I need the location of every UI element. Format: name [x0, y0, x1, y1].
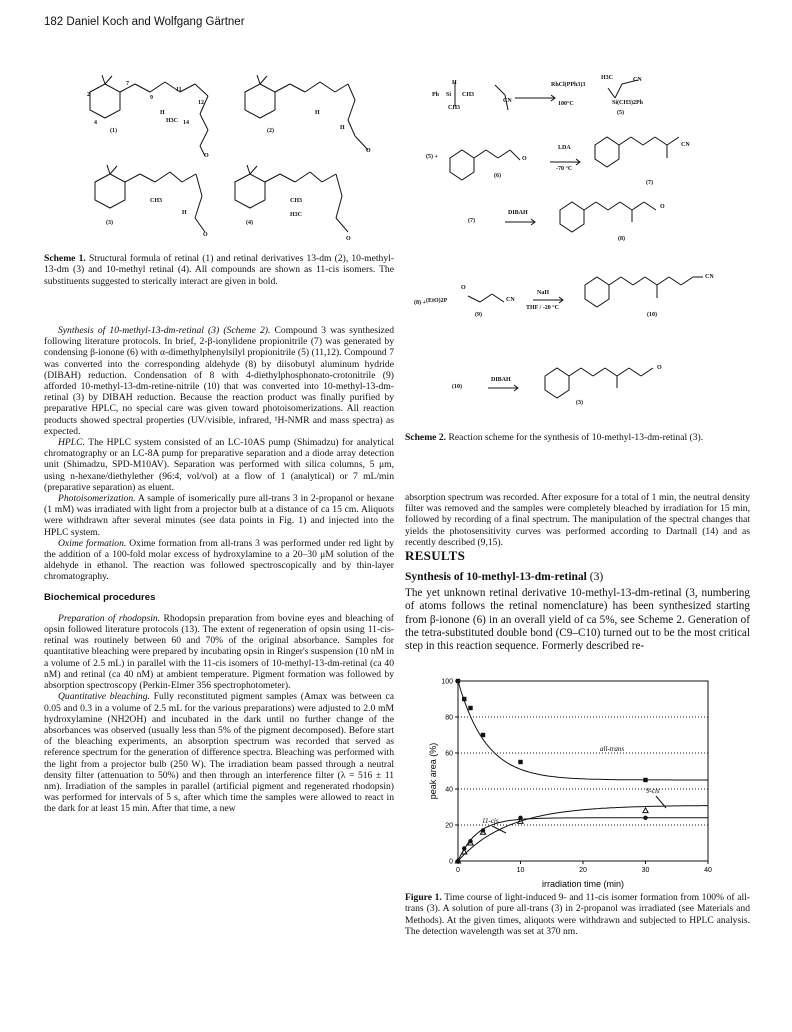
results-subheading	[405, 571, 603, 583]
sich3ph-label: Si(CH3)2Ph	[612, 100, 644, 106]
point-11-cis	[456, 859, 460, 863]
h-label-1: H	[160, 110, 165, 116]
compound-4-label: (4)	[246, 220, 253, 226]
scheme1-caption-text: Structural formula of retinal (1) and retinal derivatives 13-dm (2), 10-methyl-13-dm (3) and 10-methyl retinal (4). All compounds are shown as 11-cis isomers. The substituents suggested to sterically interact are given in bold.	[44, 253, 394, 287]
label-7-b: (7)	[468, 218, 475, 224]
reagent-dibah-2: DIBAH	[491, 377, 511, 383]
point-all-trans	[518, 760, 522, 764]
eto-label: (EtO)2P	[426, 298, 448, 304]
point-all-trans	[456, 679, 460, 683]
results-paragraph: The yet unknown retinal derivative 10-methyl-13-dm-retinal (3, numbering of atoms follows the retinal nomenclature) has been synthesized starting from β-ionone (6) in an overall yield of ca 5%, see Scheme 2. Generation of the tetra-substituted double bond (C9–C10) turned out to be the most critical step in this reaction sequence. Formerly described re-	[405, 587, 750, 653]
reagent-100c: 100°C	[558, 101, 574, 107]
figure1-caption-text: Time course of light-induced 9- and 11-cis isomer formation from 100% of all-trans (3). A solution of pure all-trans (3) in 2-propanol was irradiated (see Materials and Methods). At the given times, aliquots were withdrawn and subjected to HPLC analysis. The detection wavelength was set at 370 nm.	[405, 892, 750, 938]
o-label-3: O	[657, 365, 662, 371]
h3c-label-1: H3C	[166, 118, 178, 124]
paragraph-bleaching	[44, 691, 394, 814]
x-tick-label: 10	[516, 867, 525, 874]
si-label: Si	[446, 92, 452, 98]
x-tick-label: 0	[456, 867, 460, 874]
label-9: (9)	[475, 312, 482, 318]
o-label-6: O	[522, 156, 527, 162]
ch3-label-4: CH3	[290, 198, 302, 204]
y-tick-label: 60	[445, 750, 453, 758]
para-title: Synthesis of 10-methyl-13-dm-retinal (3) (Scheme 2).	[58, 325, 271, 336]
subheading-number: (3)	[589, 571, 604, 583]
fit-curve-all-trans	[458, 681, 708, 780]
label-10-b: (10)	[452, 384, 462, 390]
atom-num-14: 14	[183, 120, 189, 126]
atom-num-9: 9	[150, 95, 153, 101]
h-label-2b: H	[340, 125, 345, 131]
atom-num-4: 4	[94, 120, 97, 126]
figure1-caption	[405, 892, 750, 938]
compound-2-label: (2)	[267, 128, 274, 134]
plot-frame	[458, 681, 708, 861]
ph-label: Ph	[432, 92, 440, 98]
compound-3-label: (3)	[106, 220, 113, 226]
o-label-1: O	[204, 153, 209, 159]
ch3-label-3: CH3	[150, 198, 162, 204]
atom-num-7: 7	[126, 81, 129, 87]
y-tick-label: 100	[441, 678, 453, 686]
para-text: Fully reconstituted pigment samples (Amax was between ca 0.05 and 0.3 in a volume of 2.5 mL for the various preparations) were adjusted to 2.0 mM hydroxylamine (NH2OH) and incubated in the dark until no further change of the absorbances was observed (usually less than 5% of the pigment decomposed). Before start of the bleaching experiments, an absorption spectrum was recorded that served as reference spectrum for the generation of difference spectra. Bleaching was performed with the light from a projector bulb (250 W). The irradiation beam passed through a neutral density filter (attenuation to 50%) and then through an interference filter (λ = 516 ± 11 nm). Irradiation of the samples in parallel (artificial pigment and regenerated rhodopsin) was performed for intervals of 5 s, after which time the samples were allowed to react in the dark for at least 15 min. After that time, a new	[44, 691, 394, 815]
point-all-trans	[643, 778, 647, 782]
series-label-9-cis: 9-cis	[646, 787, 660, 795]
para-text: The HPLC system consisted of an LC-10AS pump (Shimadzu) for analytical chromatography or an LC-8A pump for preparative separation and a diode array detection unit (Shimadzu, SPD-M10AV). Separation was performed with silica columns, 5 μm, using n-hexane/diethylether (96:4, vol/vol) at a flow of 1 (analytical) or 7 mL/min (preparative separation) as eluent.	[44, 437, 394, 493]
compound-2-structure	[245, 75, 368, 150]
reagent-lda: LDA	[558, 145, 571, 151]
paragraph-synthesis	[44, 325, 394, 437]
point-11-cis	[518, 816, 522, 820]
subheading-text: Synthesis of 10-methyl-13-dm-retinal	[405, 571, 587, 583]
cn-label-1: CN	[503, 98, 512, 104]
label-8-plus: (8) +	[414, 300, 426, 306]
para-title: HPLC.	[58, 437, 85, 449]
h-label-2: H	[315, 110, 320, 116]
y-tick-label: 0	[449, 858, 453, 866]
scheme2-structures	[410, 70, 740, 460]
cn-label-7: CN	[681, 142, 690, 148]
compound-1-label: (1)	[110, 128, 117, 134]
x-tick-label: 20	[579, 867, 587, 874]
reagent-rhcl: RhCl(PPh3)3	[551, 82, 586, 88]
compound-1-structure	[90, 75, 208, 156]
reagent-thf: THF / -20 °C	[526, 305, 560, 311]
paragraph-rhodopsin	[44, 613, 394, 691]
point-11-cis	[643, 816, 647, 820]
o-label-4: O	[346, 236, 351, 242]
paragraph-hplc	[44, 437, 394, 493]
label-5-plus: (5) +	[426, 154, 438, 160]
y-tick-label: 20	[445, 822, 453, 830]
h-label-3: H	[182, 210, 187, 216]
o-label-9: O	[461, 285, 466, 291]
reagent-70c: -70 °C	[556, 166, 573, 172]
scheme2-caption-label: Scheme 2.	[405, 432, 447, 443]
label-8: (8)	[618, 236, 625, 242]
x-tick-label: 40	[704, 867, 712, 874]
x-axis-label: irradiation time (min)	[541, 879, 625, 889]
o-label-3: O	[203, 232, 208, 238]
para-title: Oxime formation.	[58, 537, 127, 549]
paragraph-continued: absorption spectrum was recorded. After exposure for a total of 1 min, the neutral density filter was removed and the samples were completely bleached by irradiation for 15 min, followed by recording of a final spectrum. The manipulation of the spectral changes that yields the photosensitivity curves was performed according to Dartnall (14) and as recently described (9,15).	[405, 492, 750, 548]
point-all-trans	[468, 706, 472, 710]
point-11-cis	[462, 846, 466, 850]
scheme1-caption	[44, 253, 394, 287]
authors: Daniel Koch and Wolfgang Gärtner	[66, 16, 245, 28]
cn-label-10: CN	[705, 274, 714, 280]
para-text: Compound 3 was synthesized following literature protocols. In brief, 2-β-ionylidene propionitrile (7) was generated by condensing β-ionone (6) with α-dimethylphenylsilyl propionitrile (5) (11,12). Compound 7 was converted into the corresponding aldehyde (8) by diisobutyl aluminum hydride (DIBAH) reduction. Condensation of 8 with 4-diethylphosphonato-crotonitrile (9) afforded 10-methyl-13-dm-retine-nitrile (10) that was converted into 10-methyl-13-dm-retinal (3) by DIBAH reduction. Because the reaction product was finally purified by preparative HPLC, no special care was given toward photoisomerizations. All reaction products showed spectral properties (UV/visible, infrared, ¹H-NMR and mass spectra) as expected.	[44, 325, 394, 437]
point-9-cis	[643, 808, 648, 813]
point-all-trans	[481, 733, 485, 737]
paragraph-oxime	[44, 538, 394, 583]
fit-curve-9-cis	[458, 806, 708, 861]
para-text: Rhodopsin preparation from bovine eyes and bleaching of opsin followed literature protocols (13). The extent of regeneration of opsin using 11-cis-retinal was routinely between 60 and 70% of the original absorbance. Samples for quantitative bleaching were prepared by incubating opsin in Ringer's suspension (10 nM in a volume of 2.5 mL) in parallel with the 11-cis isomers of 10-methyl-13-dm-retinal (ca 40 nM) and retinal (ca 40 nM) at ambient temperature. Pigment formation was followed by absorption spectroscopy (Perkin-Elmer 356 spectrophotometer).	[44, 612, 394, 692]
label-5: (5)	[617, 110, 624, 116]
figure1-caption-label: Figure 1.	[405, 892, 442, 903]
right-column	[405, 492, 750, 548]
page-number: 182	[44, 16, 64, 28]
scheme1-structures	[70, 70, 390, 250]
para-title: Preparation of rhodopsin.	[58, 612, 161, 624]
y-tick-label: 80	[445, 714, 453, 722]
h3c-label-5: H3C	[601, 75, 613, 81]
series-label-11-cis: 11-cis	[482, 817, 499, 825]
cn-label-9: CN	[506, 297, 515, 303]
label-7: (7)	[646, 180, 653, 186]
para-title: Quantitative bleaching.	[58, 691, 150, 703]
scheme2-caption	[405, 432, 750, 443]
ch3-label-b: CH3	[448, 105, 460, 111]
point-11-cis	[481, 828, 485, 832]
scheme2-caption-text: Reaction scheme for the synthesis of 10-methyl-13-dm-retinal (3).	[448, 432, 704, 443]
section-heading: Biochemical procedures	[44, 591, 156, 603]
para-text: Oxime formation from all-trans 3 was performed under red light by the addition of a 100-fold molar excess of hydroxylamine to a 20–30 μM solution of the aldehyde in ethanol. The reaction was followed spectroscopically and by thin-layer chromatography.	[44, 537, 394, 583]
running-header	[44, 16, 245, 28]
cn-label-5: CN	[633, 77, 642, 83]
point-11-cis	[468, 839, 472, 843]
o-label-8: O	[660, 204, 665, 210]
figure1-chart	[410, 675, 750, 890]
para-text: A sample of isomerically pure all-trans 3 in 2-propanol or hexane (1 mM) was irradiated with light from a projector bulb at a distance of ca 15 cm. Aliquots were withdrawn after several minutes (see data points in Fig. 1) and injected into the HPLC system.	[44, 493, 394, 538]
h-label: H	[452, 80, 457, 86]
scheme1-caption-label: Scheme 1.	[44, 253, 86, 264]
para-title: Photoisomerization.	[58, 493, 136, 505]
label-6: (6)	[494, 173, 501, 179]
y-axis-label: peak area (%)	[428, 742, 438, 800]
x-tick-label: 30	[641, 867, 650, 874]
ch3-label: CH3	[462, 92, 474, 98]
point-all-trans	[462, 697, 466, 701]
o-label-2: O	[366, 148, 371, 154]
reagent-dibah-1: DIBAH	[508, 210, 528, 216]
series-label-all-trans: all-trans	[600, 745, 625, 753]
atom-num-2: 2	[87, 92, 90, 98]
atom-num-11: 11	[176, 87, 182, 93]
paragraph-photoisomerization	[44, 493, 394, 538]
h3c-label-4: H3C	[290, 212, 302, 218]
label-10: (10)	[647, 312, 657, 318]
reagent-nah: NaH	[537, 290, 549, 296]
y-tick-label: 40	[445, 786, 453, 794]
label-3: (3)	[576, 400, 583, 406]
results-heading: RESULTS	[405, 548, 466, 563]
atom-num-12: 12	[198, 100, 204, 106]
left-column	[44, 325, 394, 815]
